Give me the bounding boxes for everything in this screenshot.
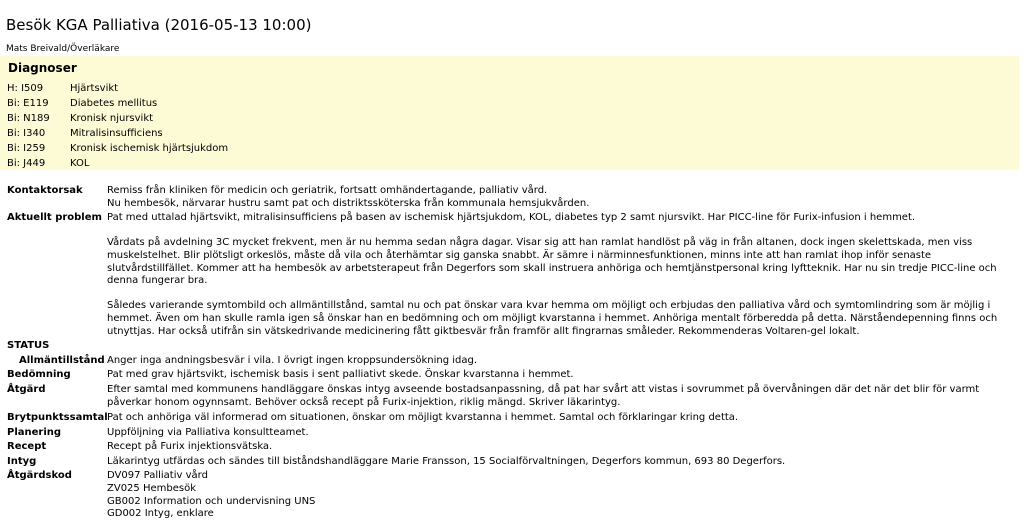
- diagnosis-row: [7, 96, 228, 111]
- diagnosis-name: KOL: [70, 158, 90, 169]
- field-allmantillstand: [7, 355, 1019, 368]
- procedure-code: GB002 Information och undervisning UNS: [107, 495, 316, 507]
- diagnosis-code: H: I509: [7, 83, 44, 94]
- field-intyg: [7, 456, 1019, 469]
- field-label: Planering: [7, 426, 62, 438]
- field-atgard: [7, 384, 1019, 409]
- diagnoses-list: [7, 81, 228, 171]
- field-label: Åtgärdskod: [7, 470, 72, 482]
- diagnosis-name: Mitralisinsufficiens: [70, 128, 163, 139]
- field-aktuellt-problem: [7, 212, 1019, 338]
- diagnosis-name: Diabetes mellitus: [70, 98, 158, 109]
- field-planering: [7, 427, 1019, 440]
- diagnoses-heading: Diagnoser: [8, 61, 77, 75]
- author-line: Mats Breivald/Överläkare: [6, 44, 120, 54]
- diagnosis-code: Bi: I340: [7, 128, 46, 139]
- diagnosis-code: Bi: E119: [7, 98, 49, 109]
- field-text: Uppföljning via Palliativa konsultteamet.: [107, 426, 309, 438]
- field-text: Recept på Furix injektionsvätska.: [107, 441, 273, 453]
- field-label: Allmäntillstånd: [19, 354, 105, 366]
- diagnosis-name: Kronisk njursvikt: [70, 113, 154, 124]
- diagnosis-row: [7, 141, 228, 156]
- field-label: Intyg: [7, 455, 37, 467]
- field-text: Anger inga andningsbesvär i vila. I övrigt ingen kroppsundersökning idag.: [107, 354, 478, 366]
- field-paragraph: Vårdats på avdelning 3C mycket frekvent, men är nu hemma sedan några dagar. Visar sig att han ramlat handlöst på väg in från altanen, dock ingen skelettskada, men viss muskelstelhet. Blir plötsligt orkeslös, måste då vila och återhämtar sig ganska snabbt. Är sämre i närminnesfunktionen, minns inte att han ramlat ihop inför senaste slutvårdstillfället. Kommer att ha hembesök av arbetsterapeut från Degerfors som skall instruera anhöriga och hemtjänstpersonal kring lyftteknik. Har nu sin tredje PICC-line och denna fungerar bra.: [107, 237, 997, 287]
- diagnosis-code: Bi: N189: [7, 113, 50, 124]
- procedure-code: GD002 Intyg, enklare: [107, 508, 214, 520]
- field-label: Kontaktorsak: [7, 185, 83, 196]
- field-bedomning: [7, 369, 1019, 382]
- procedure-code: DV097 Palliativ vård: [107, 470, 208, 482]
- field-paragraph: Pat med uttalad hjärtsvikt, mitralisinsufficiens på basen av ischemisk hjärtsjukdom, KOL, diabetes typ 2 samt njursvikt. Har PICC-line för Furix-infusion i hemmet.: [107, 212, 916, 224]
- field-text: Efter samtal med kommunens handläggare önskas intyg avseende bostadsanpassning, då pat har svårt att vistas i sovrummet på övervåningen där det när det blir för varmt påverkar honom ogynnsamt. Behöver också recept på Furix-injektion, riklig mängd. Skriver läkarintyg.: [107, 383, 980, 408]
- diagnosis-row: [7, 81, 228, 96]
- journal-fields: [7, 185, 1019, 523]
- field-text: Pat med grav hjärtsvikt, ischemisk basis i sent palliativt skede. Önskar kvarstanna i hemmet.: [107, 369, 574, 381]
- field-text: Nu hembesök, närvarar hustru samt pat och distriktssköterska från kommunala hemsjukvården.: [107, 197, 590, 209]
- diagnoses-panel: [0, 56, 1019, 170]
- field-paragraph: Således varierande symtombild och allmäntillstånd, samtal nu och pat önskar vara kvar hemma om möjligt och erbjudas den palliativa vård och symtomlindring som är möjlig i hemmet. Även om han skulle ramla igen så önskar han en bedömning och om möjligt kvarstanna i hemmet. Anhöriga mentalt förberedda på detta. Närståendepenning finns och utnyttjas. Har också utifrån sin vätskedrivande medicinering fått giktbesvär från framför allt fingrarnas småleder. Rekommenderas Voltaren-gel lokalt.: [107, 300, 998, 337]
- page-title: Besök KGA Palliativa (2016-05-13 10:00): [6, 16, 312, 34]
- diagnosis-code: Bi: I259: [7, 143, 46, 154]
- diagnosis-row: [7, 111, 228, 126]
- field-recept: [7, 441, 1019, 454]
- field-text: Pat och anhöriga väl informerad om situationen, önskar om möjligt kvarstanna i hemmet. Samtal och förklaringar kring detta.: [107, 412, 739, 424]
- diagnosis-row: [7, 126, 228, 141]
- diagnosis-row: [7, 156, 228, 171]
- field-label: Brytpunktssamtal: [7, 412, 108, 424]
- diagnosis-name: Kronisk ischemisk hjärtsjukdom: [70, 143, 229, 154]
- field-kontaktorsak: [7, 185, 1019, 210]
- field-label: Åtgärd: [7, 383, 46, 395]
- field-label: Aktuellt problem: [7, 212, 102, 224]
- diagnosis-code: Bi: J449: [7, 158, 46, 169]
- field-brytpunktssamtal: [7, 412, 1019, 425]
- status-heading: STATUS: [7, 340, 50, 352]
- diagnosis-name: Hjärtsvikt: [70, 83, 119, 94]
- field-text: Remiss från kliniken för medicin och geriatrik, fortsatt omhändertagande, palliativ vård.: [107, 185, 548, 196]
- procedure-code: ZV025 Hembesök: [107, 483, 196, 495]
- field-label: Bedömning: [7, 369, 71, 381]
- field-label: Recept: [7, 441, 47, 453]
- field-atgardskod: [7, 470, 1019, 520]
- field-text: Läkarintyg utfärdas och sändes till biståndshandläggare Marie Fransson, 15 Socialförvaltningen, Degerfors kommun, 693 80 Degerfors.: [107, 455, 786, 467]
